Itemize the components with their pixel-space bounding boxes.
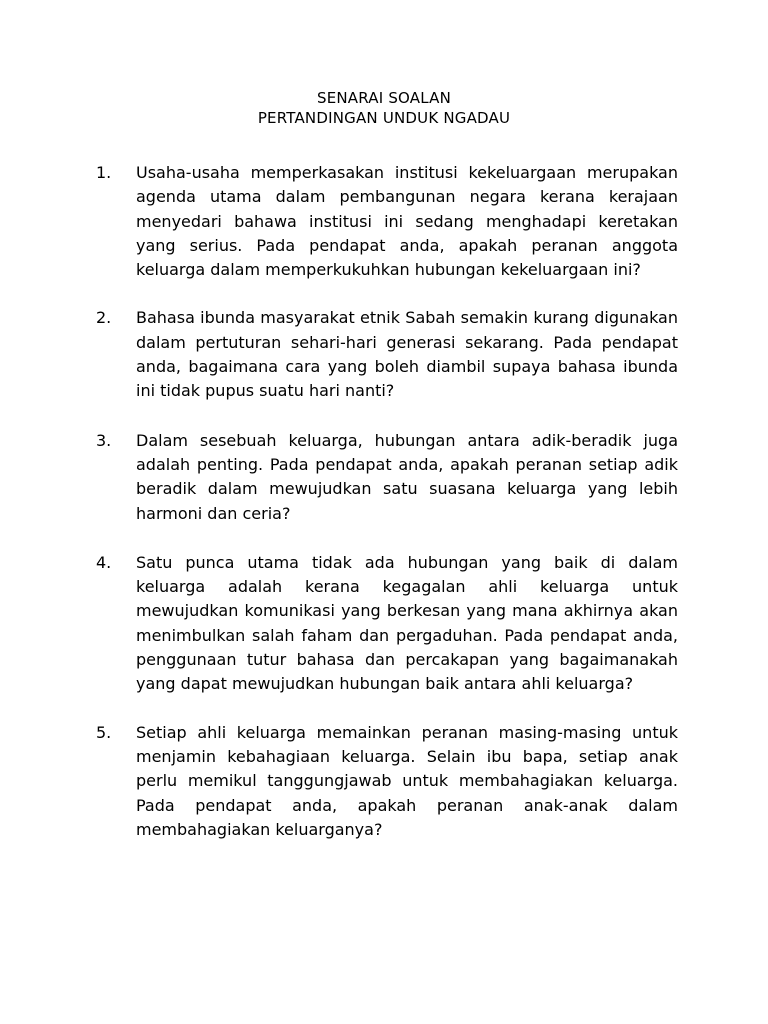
question-item-4: [96, 551, 678, 697]
question-text: Usaha-usaha memperkasakan institusi kekeluargaan merupakan agenda utama dalam pembangunan negara kerana kerajaan menyedari bahawa institusi ini sedang menghadapi keretakan yang serius. Pada pendapat anda, apakah peranan anggota keluarga dalam memperkukuhkan hubungan kekeluargaan ini?: [136, 163, 678, 280]
question-item-5: [96, 721, 678, 842]
question-number: 1.: [96, 163, 112, 182]
question-item-2: [96, 306, 678, 403]
question-text: Bahasa ibunda masyarakat etnik Sabah semakin kurang digunakan dalam pertuturan sehari-hari generasi sekarang. Pada pendapat anda, bagaimana cara yang boleh diambil supaya bahasa ibunda ini tidak pupus suatu hari nanti?: [136, 308, 678, 401]
question-text: Dalam sesebuah keluarga, hubungan antara adik-beradik juga adalah penting. Pada pendapat anda, apakah peranan setiap adik beradik dalam mewujudkan satu suasana keluarga yang lebih harmoni dan ceria?: [136, 430, 678, 523]
page-subtitle: PERTANDINGAN UNDUK NGADAU: [257, 109, 511, 127]
question-text: Setiap ahli keluarga memainkan peranan masing-masing untuk menjamin kebahagiaan keluarga. Selain ibu bapa, setiap anak perlu memikul tanggungjawab untuk membahagiakan keluarga. Pada pendapat anda, apakah peranan anak-anak dalam membahagiakan keluarganya?: [136, 722, 678, 839]
question-number: 4.: [96, 552, 112, 572]
question-item-3: [96, 429, 678, 526]
question-number: 5.: [96, 722, 112, 742]
question-number: 3.: [96, 430, 112, 450]
question-list: [96, 161, 678, 842]
question-text: Satu punca utama tidak ada hubungan yang baik di dalam keluarga adalah kerana kegagalan ahli keluarga untuk mewujudkan komunikasi yang berkesan yang mana akhirnya akan menimbulkan salah faham dan pergaduhan. Pada pendapat anda, penggunaan tutur bahasa dan percakapan yang bagaimanakah yang dapat mewujudkan hubungan baik antara ahli keluarga?: [136, 552, 678, 694]
page-title: SENARAI SOALAN: [316, 89, 452, 107]
question-item-1: [96, 161, 678, 282]
question-number: 2.: [96, 308, 112, 328]
title-block: [0, 88, 768, 128]
